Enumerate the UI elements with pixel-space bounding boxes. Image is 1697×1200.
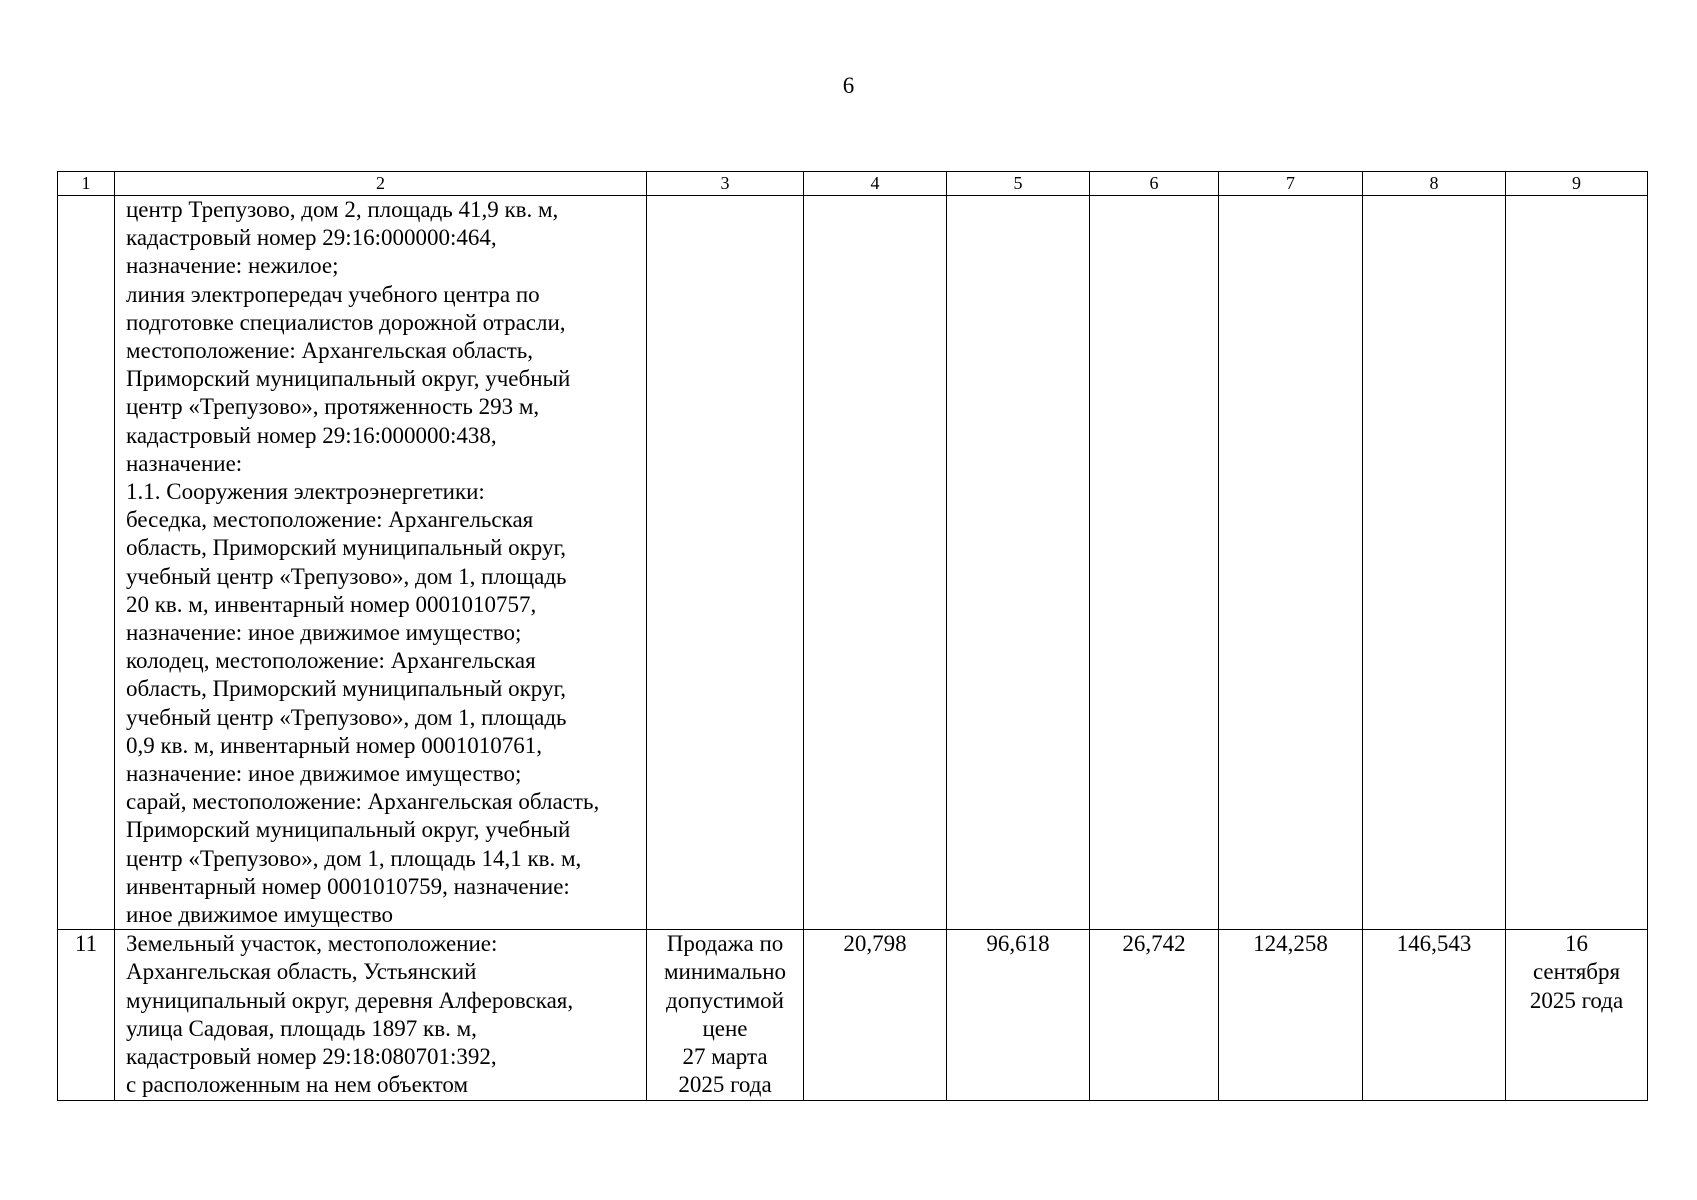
column-number-cell: 9: [1506, 172, 1648, 196]
value-cell-col4: [804, 196, 947, 930]
value-cell-col6: 26,742: [1090, 930, 1219, 1100]
value-cell-col7: [1219, 196, 1363, 930]
value-cell-col7: 124,258: [1219, 930, 1363, 1100]
value-cell-col4: 20,798: [804, 930, 947, 1100]
value-cell-col5: [947, 196, 1090, 930]
property-registry-table: [57, 171, 1648, 1101]
date-cell-col9: 16 сентября 2025 года: [1506, 930, 1648, 1100]
column-number-cell: 6: [1090, 172, 1219, 196]
value-cell-col5: 96,618: [947, 930, 1090, 1100]
column-number-cell: 4: [804, 172, 947, 196]
row-number-cell: 11: [58, 930, 115, 1100]
column-number-header-row: [58, 172, 1648, 196]
column-number-cell: 8: [1363, 172, 1506, 196]
row-number-cell: [58, 196, 115, 930]
column-number-cell: 5: [947, 172, 1090, 196]
property-description-cell: центр Трепузово, дом 2, площадь 41,9 кв. м, кадастровый номер 29:16:000000:464, назначение: нежилое; линия электропередач учебного центра по подготовке специалистов дорожной отрасли, местоположение: Архангельская область, Приморский муниципальный округ, учебный центр «Трепузово», протяженность 293 м, кадастровый номер 29:16:000000:438, назначение: 1.1. Сооружения электроэнергетики: беседка, местоположение: Архангельская область, Приморский муниципальный округ, учебный центр «Трепузово», дом 1, площадь 20 кв. м, инвентарный номер 0001010757, назначение: иное движимое имущество; колодец, местоположение: Архангельская область, Приморский муниципальный округ, учебный центр «Трепузово», дом 1, площадь 0,9 кв. м, инвентарный номер 0001010761, назначение: иное движимое имущество; сарай, местоположение: Архангельская область, Приморский муниципальный округ, учебный центр «Трепузово», дом 1, площадь 14,1 кв. м, инвентарный номер 0001010759, назначение: иное движимое имущество: [115, 196, 647, 930]
privatization-method-cell: [647, 196, 804, 930]
column-number-cell: 2: [115, 172, 647, 196]
property-description-cell: Земельный участок, местоположение: Архангельская область, Устьянский муниципальный округ, деревня Алферовская, улица Садовая, площадь 1897 кв. м, кадастровый номер 29:18:080701:392, с расположенным на нем объектом: [115, 930, 647, 1100]
value-cell-col6: [1090, 196, 1219, 930]
privatization-method-cell: Продажа по минимально допустимой цене 27 марта 2025 года: [647, 930, 804, 1100]
value-cell-col8: 146,543: [1363, 930, 1506, 1100]
date-cell-col9: [1506, 196, 1648, 930]
column-number-cell: 7: [1219, 172, 1363, 196]
page-number: 6: [842, 73, 855, 98]
table-row: [58, 930, 1648, 1100]
column-number-cell: 1: [58, 172, 115, 196]
value-cell-col8: [1363, 196, 1506, 930]
column-number-cell: 3: [647, 172, 804, 196]
table-row-continued: [58, 196, 1648, 930]
